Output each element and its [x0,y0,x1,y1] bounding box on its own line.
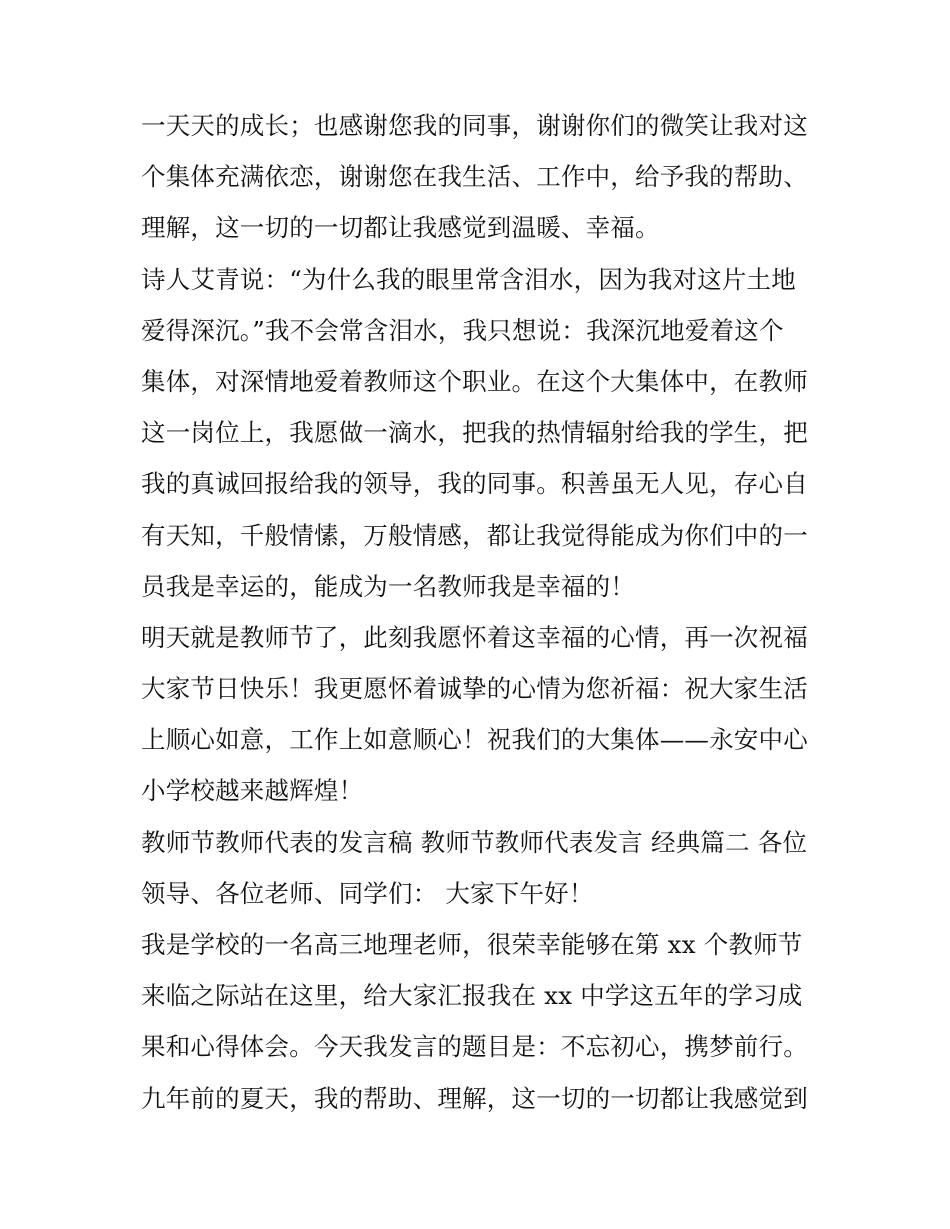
text-line: 大家节日快乐！我更愿怀着诚挚的心情为您祈福：祝大家生活 [141,674,808,704]
text-line: 教师节教师代表的发言稿 教师节教师代表发言 经典篇二 各位 [141,827,808,857]
text-line: 理解，这一切的一切都让我感觉到温暖、幸福。 [141,213,660,243]
text-line: 我是学校的一名高三地理老师，很荣幸能够在第 xx 个教师节 [141,930,803,959]
text-line: 明天就是教师节了，此刻我愿怀着这幸福的心情，再一次祝福 [141,622,808,652]
text-line: 领导、各位老师、同学们： 大家下午好！ [141,878,594,908]
text-line: 我的真诚回报给我的领导，我的同事。积善虽无人见，存心自 [141,469,808,499]
text-line: 爱得深沉。”我不会常含泪水，我只想说：我深沉地爱着这个 [141,315,784,345]
text-line: 这一岗位上，我愿做一滴水，把我的热情辐射给我的学生，把 [141,418,808,448]
text-line: 集体，对深情地爱着教师这个职业。在这个大集体中，在教师 [141,366,808,396]
text-line: 上顺心如意，工作上如意顺心！祝我们的大集体——永安中心 [141,725,808,755]
text-line: 小学校越来越辉煌！ [141,776,364,806]
text-line: 员我是幸运的，能成为一名教师我是幸福的！ [141,571,635,601]
text-line: 九年前的夏天，我的帮助、理解，这一切的一切都让我感觉到 [141,1083,808,1113]
text-line: 诗人艾青说：“为什么我的眼里常含泪水，因为我对这片土地 [141,264,796,294]
text-line: 个集体充满依恋，谢谢您在我生活、工作中，给予我的帮助、 [141,162,808,192]
text-line: 一天天的成长；也感谢您我的同事，谢谢你们的微笑让我对这 [141,111,808,140]
text-line: 来临之际站在这里，给大家汇报我在 xx 中学这五年的学习成 [141,981,803,1011]
document-body [141,100,816,1124]
text-line: 果和心得体会。今天我发言的题目是：不忘初心，携梦前行。 [141,1032,808,1062]
text-line: 有天知，千般情愫，万般情感，都让我觉得能成为你们中的一 [141,520,808,550]
